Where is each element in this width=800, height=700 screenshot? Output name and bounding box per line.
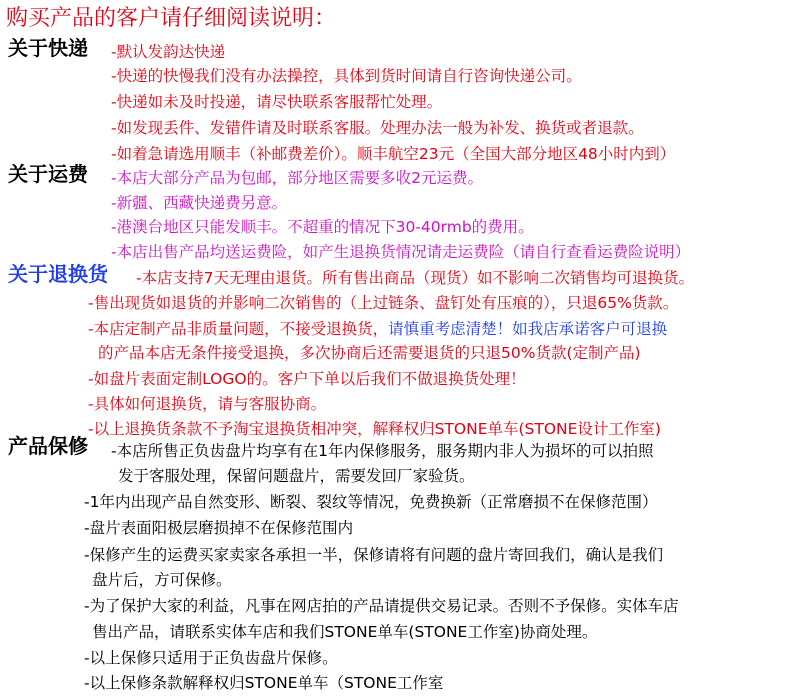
express-line-3: -快递如未及时投递，请尽快联系客服帮忙处理。	[111, 93, 443, 111]
warranty-line-1: -本店所售正负齿盘片均享有在1年内保修服务，服务期内非人为损坏的可以拍照	[111, 442, 654, 460]
returns-line-6: -具体如何退换货，请与客服协商。	[88, 395, 327, 413]
returns-line-1: -本店支持7天无理由退货。所有售出商品（现货）如不影响二次销售均可退换货。	[136, 269, 694, 287]
shipping-line-1: -本店大部分产品为包邮，部分地区需要多收2元运费。	[111, 169, 483, 187]
page-title: 购买产品的客户请仔细阅读说明：	[6, 6, 337, 31]
returns-line-5: -如盘片表面定制LOGO的。客户下单以后我们不做退换货处理！	[88, 370, 526, 388]
shipping-line-3: -港澳台地区只能发顺丰。不超重的情况下30-40rmb的费用。	[111, 218, 534, 236]
returns-line-3	[88, 319, 667, 339]
express-line-5: -如着急请选用顺丰（补邮费差价）。顺丰航空23元（全国大部分地区48小时内到）	[111, 145, 676, 163]
express-line-1: -默认发韵达快递	[111, 43, 226, 61]
returns-line-7: -以上退换货条款不予淘宝退换货相冲突，解释权归STONE单车(STONE设计工作室)	[88, 420, 661, 438]
warranty-line-2: 发于客服处理，保留问题盘片，需要发回厂家验货。	[118, 467, 475, 485]
warranty-line-7: -为了保护大家的利益，凡事在网店拍的产品请提供交易记录。否则不予保修。实体车店	[84, 597, 679, 615]
shipping-line-4: -本店出售产品均送运费险，如产生退换货情况请走运费险（请自行查看运费险说明）	[111, 243, 691, 261]
warranty-line-6: 盘片后，方可保修。	[92, 571, 232, 589]
returns-line-2: -售出现货如退货的并影响二次销售的（上过链条、盘钉处有压痕的），只退65%货款。	[88, 294, 679, 312]
warranty-line-8: 售出产品，请联系实体车店和我们STONE单车(STONE工作室)协商处理。	[92, 623, 598, 641]
returns-heading: 关于退换货	[8, 262, 108, 286]
warranty-line-3: -1年内出现产品自然变形、断裂、裂纹等情况，免费换新（正常磨损不在保修范围）	[84, 493, 658, 511]
warranty-line-5: -保修产生的运费买家卖家各承担一半，保修请将有问题的盘片寄回我们，确认是我们	[84, 546, 664, 564]
returns-line-3-part-1: -本店定制产品非质量问题，不接受退换货，	[88, 320, 389, 338]
warranty-heading: 产品保修	[8, 434, 88, 458]
warranty-line-9: -以上保修只适用于正负齿盘片保修。	[84, 649, 338, 667]
express-line-2: -快递的快慢我们没有办法操控，具体到货时间请自行咨询快递公司。	[111, 67, 582, 85]
warranty-line-10: -以上保修条款解释权归STONE单车（STONE工作室	[84, 674, 444, 692]
returns-line-3-part-2: 请慎重考虑清楚！如我店承诺客户可退换	[388, 320, 668, 338]
express-heading: 关于快递	[8, 36, 88, 60]
express-line-4: -如发现丢件、发错件请及时联系客服。处理办法一般为补发、换货或者退款。	[111, 119, 644, 137]
shipping-line-2: -新疆、西藏快递费另意。	[111, 194, 288, 212]
shipping-heading: 关于运费	[8, 162, 88, 186]
warranty-line-4: -盘片表面阳极层磨损掉不在保修范围内	[84, 519, 354, 537]
returns-line-4: 的产品本店无条件接受退换，多次协商后还需要退货的只退50%货款(定制产品)	[98, 344, 641, 362]
